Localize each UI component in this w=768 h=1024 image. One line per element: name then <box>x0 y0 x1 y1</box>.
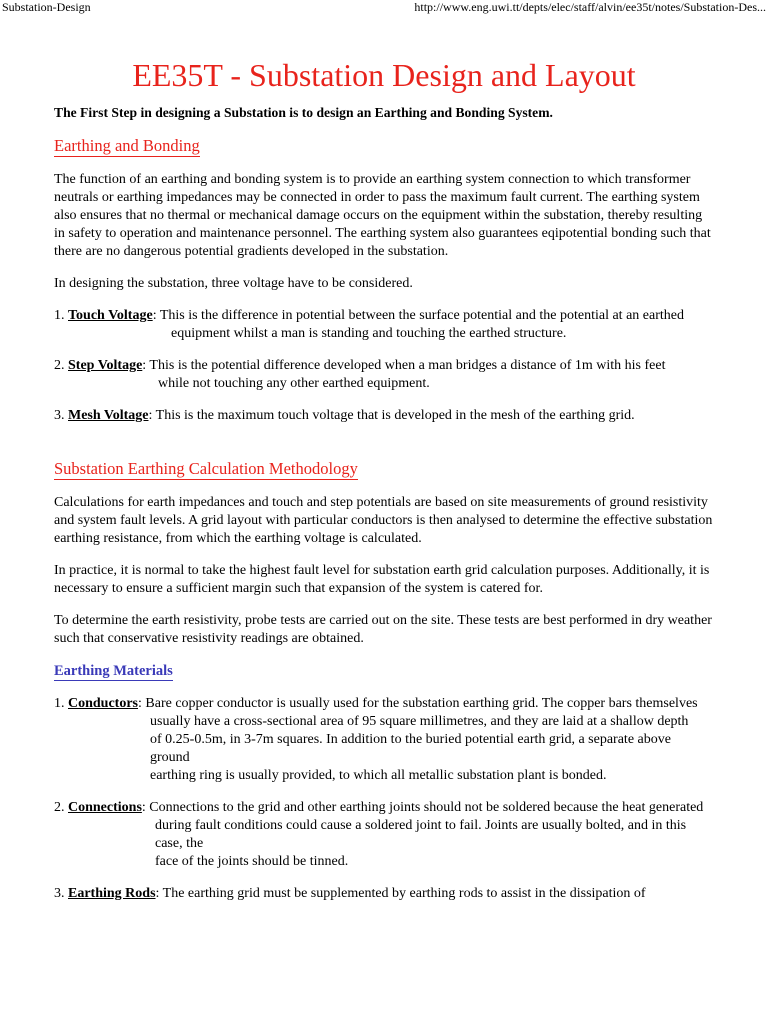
item-number: 2. <box>54 800 68 815</box>
step-voltage-text: : This is the potential difference developed when a man bridges a distance of 1m with his feet <box>142 358 666 373</box>
methodology-paragraph-1: Calculations for earth impedances and touch and step potentials are based on site measurements of ground resistivity and system fault levels. A grid layout with particular conductors is then analysed to determine the effective substation earthing resistance, from which the earthing voltage is calculated. <box>54 495 713 546</box>
methodology-paragraph-2: In practice, it is normal to take the highest fault level for substation earth grid calculation purposes. Additionally, it is necessary to ensure a sufficient margin such that expansion of the system is catered for. <box>54 563 710 596</box>
connections-term: Connections <box>68 800 142 815</box>
item-number: 1. <box>54 696 68 711</box>
connections-continuation-1: during fault conditions could cause a soldered joint to fail. Joints are usually bolted, and in this case, the <box>155 818 687 851</box>
earthing-paragraph-2: In designing the substation, three voltage have to be considered. <box>54 276 413 291</box>
earthing-heading: Earthing and Bonding <box>54 136 200 155</box>
conductors-text: : Bare copper conductor is usually used for the substation earthing grid. The copper bars themselves <box>138 696 698 711</box>
lead-statement: The First Step in designing a Substation is to design an Earthing and Bonding System. <box>54 105 553 120</box>
connections-continuation-2: face of the joints should be tinned. <box>155 854 349 869</box>
methodology-section <box>54 445 714 648</box>
mesh-voltage-item <box>54 407 714 425</box>
earthing-rods-text: : The earthing grid must be supplemented by earthing rods to assist in the dissipation of <box>155 886 646 901</box>
conductors-item <box>54 695 714 785</box>
earthing-rods-item <box>54 885 714 903</box>
header-url: http://www.eng.uwi.tt/depts/elec/staff/alvin/ee35t/notes/Substation-Des... <box>414 0 766 14</box>
item-number: 2. <box>54 358 68 373</box>
print-header <box>0 0 768 14</box>
earthing-paragraph-1: The function of an earthing and bonding system is to provide an earthing system connection to which transformer neutrals or earthing impedances may be connected in order to pass the maximum fault current. The earthing system also ensures that no thermal or mechanical damage occurs on the equipment within the substation, thereby resulting in safety to operation and maintenance personnel. The earthing system also guarantees eqipotential bonding such that there are no dangerous potential gradients developed in the substation. <box>54 172 711 259</box>
document-body <box>54 56 714 903</box>
mesh-voltage-term: Mesh Voltage <box>68 408 149 423</box>
step-voltage-term: Step Voltage <box>68 358 143 373</box>
connections-item <box>54 799 714 871</box>
earthing-section <box>54 122 714 425</box>
materials-section <box>54 648 714 903</box>
page-title: EE35T - Substation Design and Layout <box>132 57 636 93</box>
header-page-title: Substation-Design <box>2 0 91 14</box>
step-voltage-item <box>54 357 714 393</box>
conductors-continuation-2: of 0.25-0.5m, in 3-7m squares. In addition to the buried potential earth grid, a separate above ground <box>150 732 671 765</box>
conductors-continuation-3: earthing ring is usually provided, to which all metallic substation plant is bonded. <box>150 768 607 783</box>
step-voltage-continuation: while not touching any other earthed equipment. <box>158 376 430 391</box>
item-number: 3. <box>54 886 68 901</box>
conductors-term: Conductors <box>68 696 139 711</box>
touch-voltage-item <box>54 307 714 343</box>
conductors-continuation-1: usually have a cross-sectional area of 95 square millimetres, and they are laid at a shallow depth <box>150 714 689 729</box>
mesh-voltage-text: : This is the maximum touch voltage that is developed in the mesh of the earthing grid. <box>148 408 635 423</box>
touch-voltage-continuation: equipment whilst a man is standing and touching the earthed structure. <box>171 326 567 341</box>
touch-voltage-text: : This is the difference in potential between the surface potential and the potential at an earthed <box>152 308 684 323</box>
earthing-rods-term: Earthing Rods <box>68 886 156 901</box>
methodology-heading: Substation Earthing Calculation Methodology <box>54 459 358 478</box>
item-number: 1. <box>54 308 68 323</box>
connections-text: : Connections to the grid and other earthing joints should not be soldered because the heat generated <box>141 800 704 815</box>
touch-voltage-term: Touch Voltage <box>68 308 153 323</box>
materials-heading: Earthing Materials <box>54 663 173 679</box>
item-number: 3. <box>54 408 68 423</box>
methodology-paragraph-3: To determine the earth resistivity, probe tests are carried out on the site. These tests are best performed in dry weather such that conservative resistivity readings are obtained. <box>54 613 712 646</box>
